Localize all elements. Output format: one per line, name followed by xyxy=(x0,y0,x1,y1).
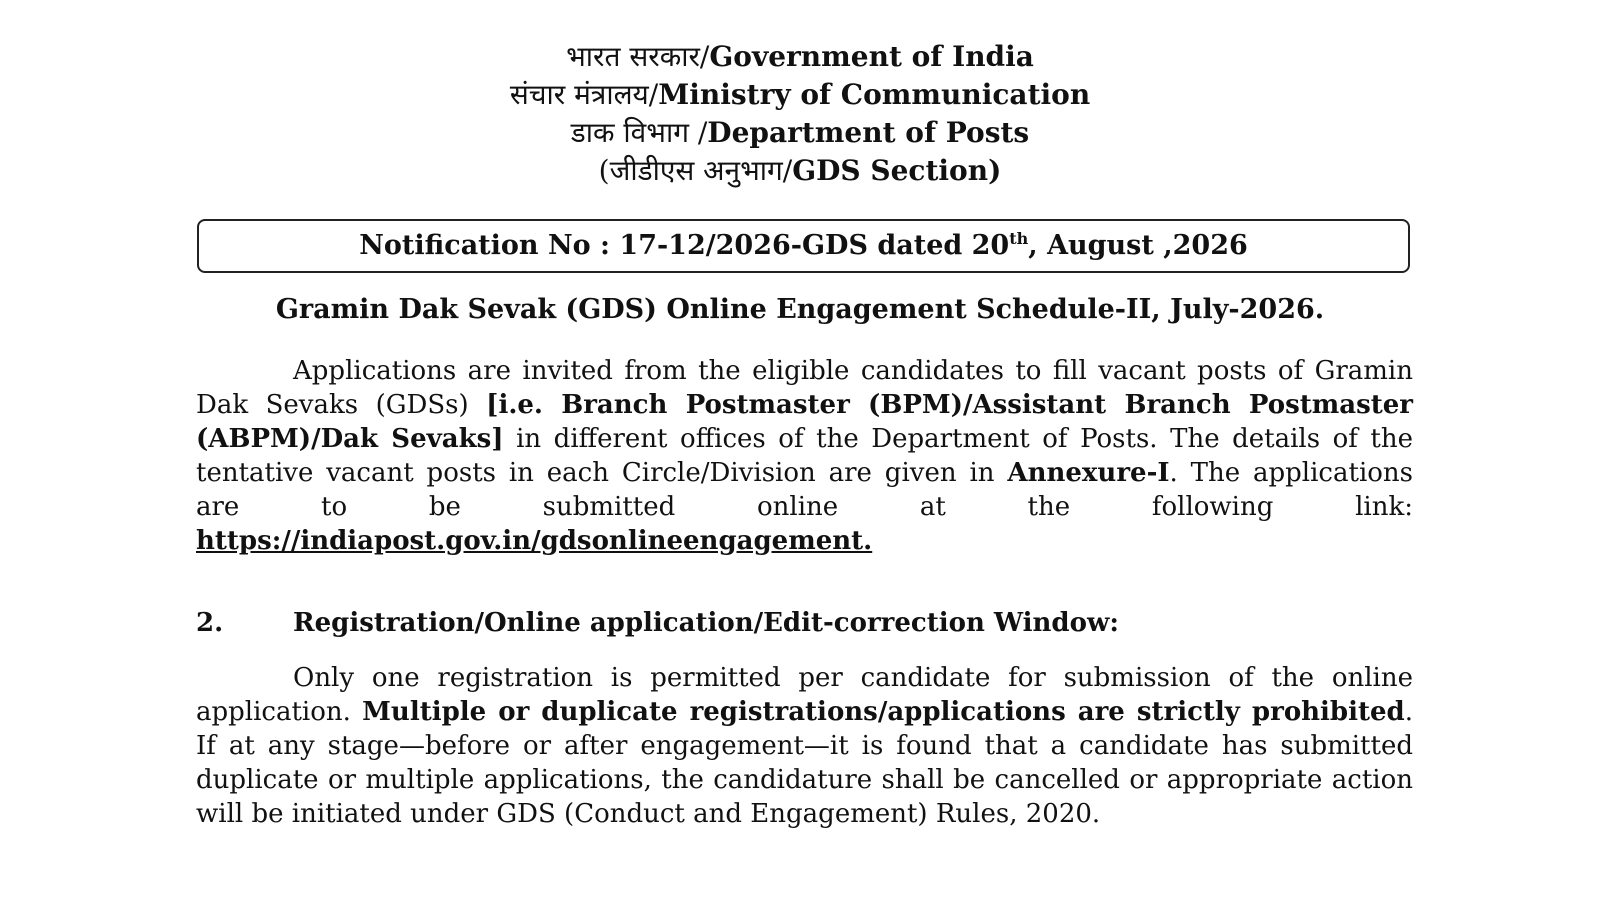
paragraph-registration: Only one registration is permitted per candidate for submission of the online application. Multiple or duplicate registrations/applications are strictly prohibited. If at any stage—before or after engagement—it is found that a candidate has submitted duplicate or multiple applications, the candidature shall be cancelled or appropriate action will be initiated under GDS (Conduct and Engagement) Rules, 2020. xyxy=(196,663,1413,829)
notification-date-superscript: th xyxy=(1009,229,1029,248)
header-line-section: (जीडीएस अनुभाग/GDS Section) xyxy=(598,154,1002,187)
header-line-department: डाक विभाग /Department of Posts xyxy=(570,116,1030,149)
document-subject: Gramin Dak Sevak (GDS) Online Engagement Schedule-II, July-2026. xyxy=(275,294,1325,325)
section-title: Registration/Online application/Edit-correction Window: xyxy=(293,608,1119,638)
document-header xyxy=(0,38,1600,190)
engagement-portal-link[interactable]: https://indiapost.gov.in/gdsonlineengagement. xyxy=(196,526,873,556)
prohibition-bold: Multiple or duplicate registrations/applications are strictly prohibited xyxy=(362,697,1405,727)
header-line-government: भारत सरकार/Government of India xyxy=(566,40,1034,73)
header-line-ministry: संचार मंत्रालय/Ministry of Communication xyxy=(509,78,1091,111)
section-number: 2. xyxy=(196,608,224,638)
section-2-heading xyxy=(196,606,1413,640)
notification-number-box xyxy=(197,219,1410,273)
notification-suffix: , August ,2026 xyxy=(1028,230,1248,261)
notification-prefix: Notification No : 17-12/2026-GDS dated 20 xyxy=(359,230,1010,261)
post-types-bold: [i.e. Branch Postmaster (BPM)/Assistant Branch Postmaster (ABPM)/Dak Sevaks] xyxy=(196,390,1414,454)
annexure-reference: Annexure-I xyxy=(1007,458,1170,488)
paragraph-applications: Applications are invited from the eligible candidates to fill vacant posts of Gramin Dak Sevaks (GDSs) [i.e. Branch Postmaster (BPM)/Assistant Branch Postmaster (ABPM)/Dak Sevaks] in different offices of the Department of Posts. The details of the tentative vacant posts in each Circle/Division are given in Annexure-I. The applications are to be submitted online at the following link: https://indiapost.gov.in/gdsonlineengagement. xyxy=(196,356,1414,556)
